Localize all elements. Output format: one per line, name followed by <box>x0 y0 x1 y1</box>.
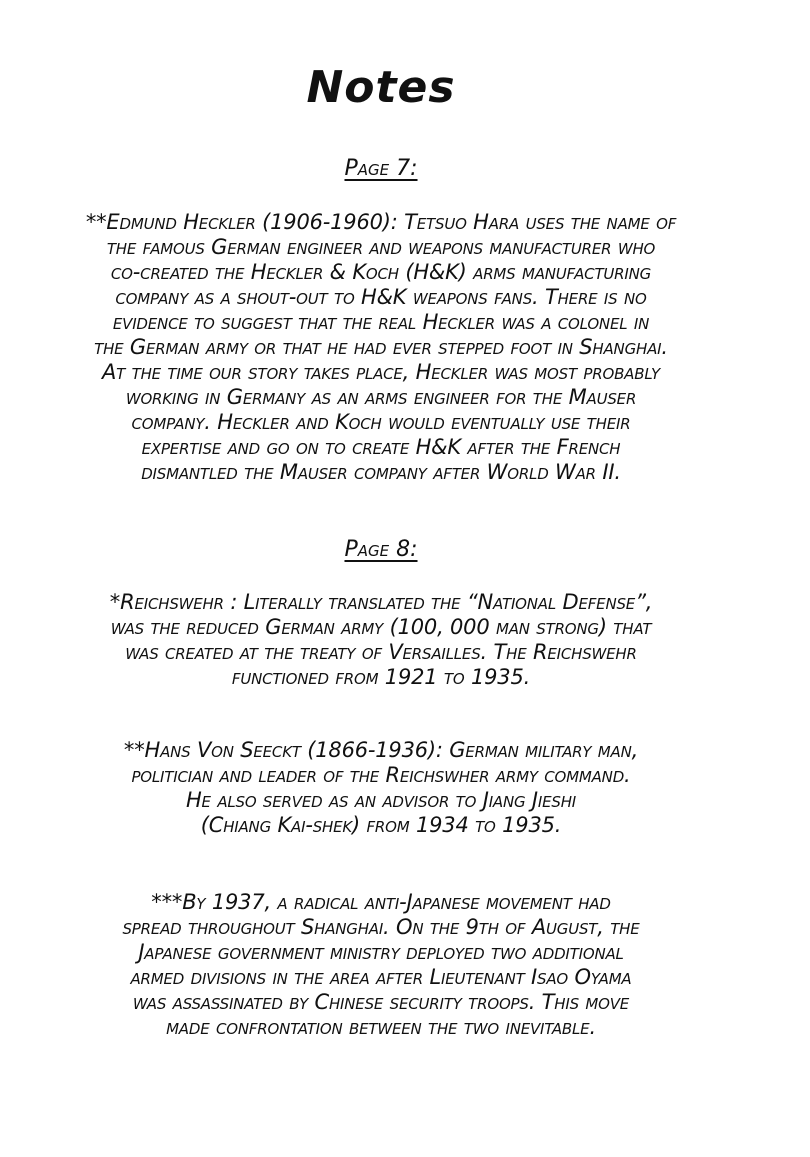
note-line: spread throughout Shanghai. On the 9th of August, the <box>122 915 640 939</box>
note-line: made confrontation between the two inevitable. <box>166 1015 596 1039</box>
page-title: Notes <box>306 62 456 113</box>
note-line: functioned from 1921 to 1935. <box>231 665 531 689</box>
note-line: working in Germany as an arms engineer for the Mauser <box>125 385 637 409</box>
note-line: was the reduced German army (100, 000 man strong) that <box>110 615 652 639</box>
note-line: was created at the treaty of Versailles. The Reichswehr <box>125 640 637 664</box>
note-anti-japanese-movement <box>20 890 742 1040</box>
note-line: At the time our story takes place, Heckler was most probably <box>102 360 660 384</box>
note-line: expertise and go on to create H&K after the French <box>141 435 621 459</box>
note-line: (Chiang Kai-shek) from 1934 to 1935. <box>200 813 562 837</box>
note-line: company. Heckler and Koch would eventually use their <box>131 410 631 434</box>
note-line: armed divisions in the area after Lieutenant Isao Oyama <box>130 965 632 989</box>
section-heading-page-7: Page 7: <box>344 156 418 181</box>
note-line: politician and leader of the Reichswher army command. <box>131 763 631 787</box>
note-line: the German army or that he had ever stepped foot in Shanghai. <box>94 335 668 359</box>
note-line: evidence to suggest that the real Heckler was a colonel in <box>112 310 650 334</box>
note-edmund-heckler <box>20 210 742 485</box>
note-line: dismantled the Mauser company after World War II. <box>141 460 621 484</box>
note-reichswehr <box>20 590 742 690</box>
note-line: He also served as an advisor to Jiang Jieshi <box>185 788 577 812</box>
note-line: *Reichswehr : Literally translated the “National Defense”, <box>109 590 653 614</box>
note-line: co-created the Heckler & Koch (H&K) arms manufacturing <box>110 260 652 284</box>
note-hans-von-seeckt <box>20 738 742 838</box>
note-line: Japanese government ministry deployed two additional <box>138 940 624 964</box>
section-heading-page-8: Page 8: <box>344 537 418 562</box>
note-line: company as a shout-out to H&K weapons fans. There is no <box>115 285 647 309</box>
note-line: **Edmund Heckler (1906-1960): Tetsuo Hara uses the name of <box>85 210 677 234</box>
note-line: was assassinated by Chinese security troops. This move <box>132 990 630 1014</box>
note-line: the famous German engineer and weapons manufacturer who <box>106 235 656 259</box>
note-line: **Hans Von Seeckt (1866-1936): German military man, <box>123 738 639 762</box>
note-line: ***By 1937, a radical anti-Japanese movement had <box>151 890 611 914</box>
